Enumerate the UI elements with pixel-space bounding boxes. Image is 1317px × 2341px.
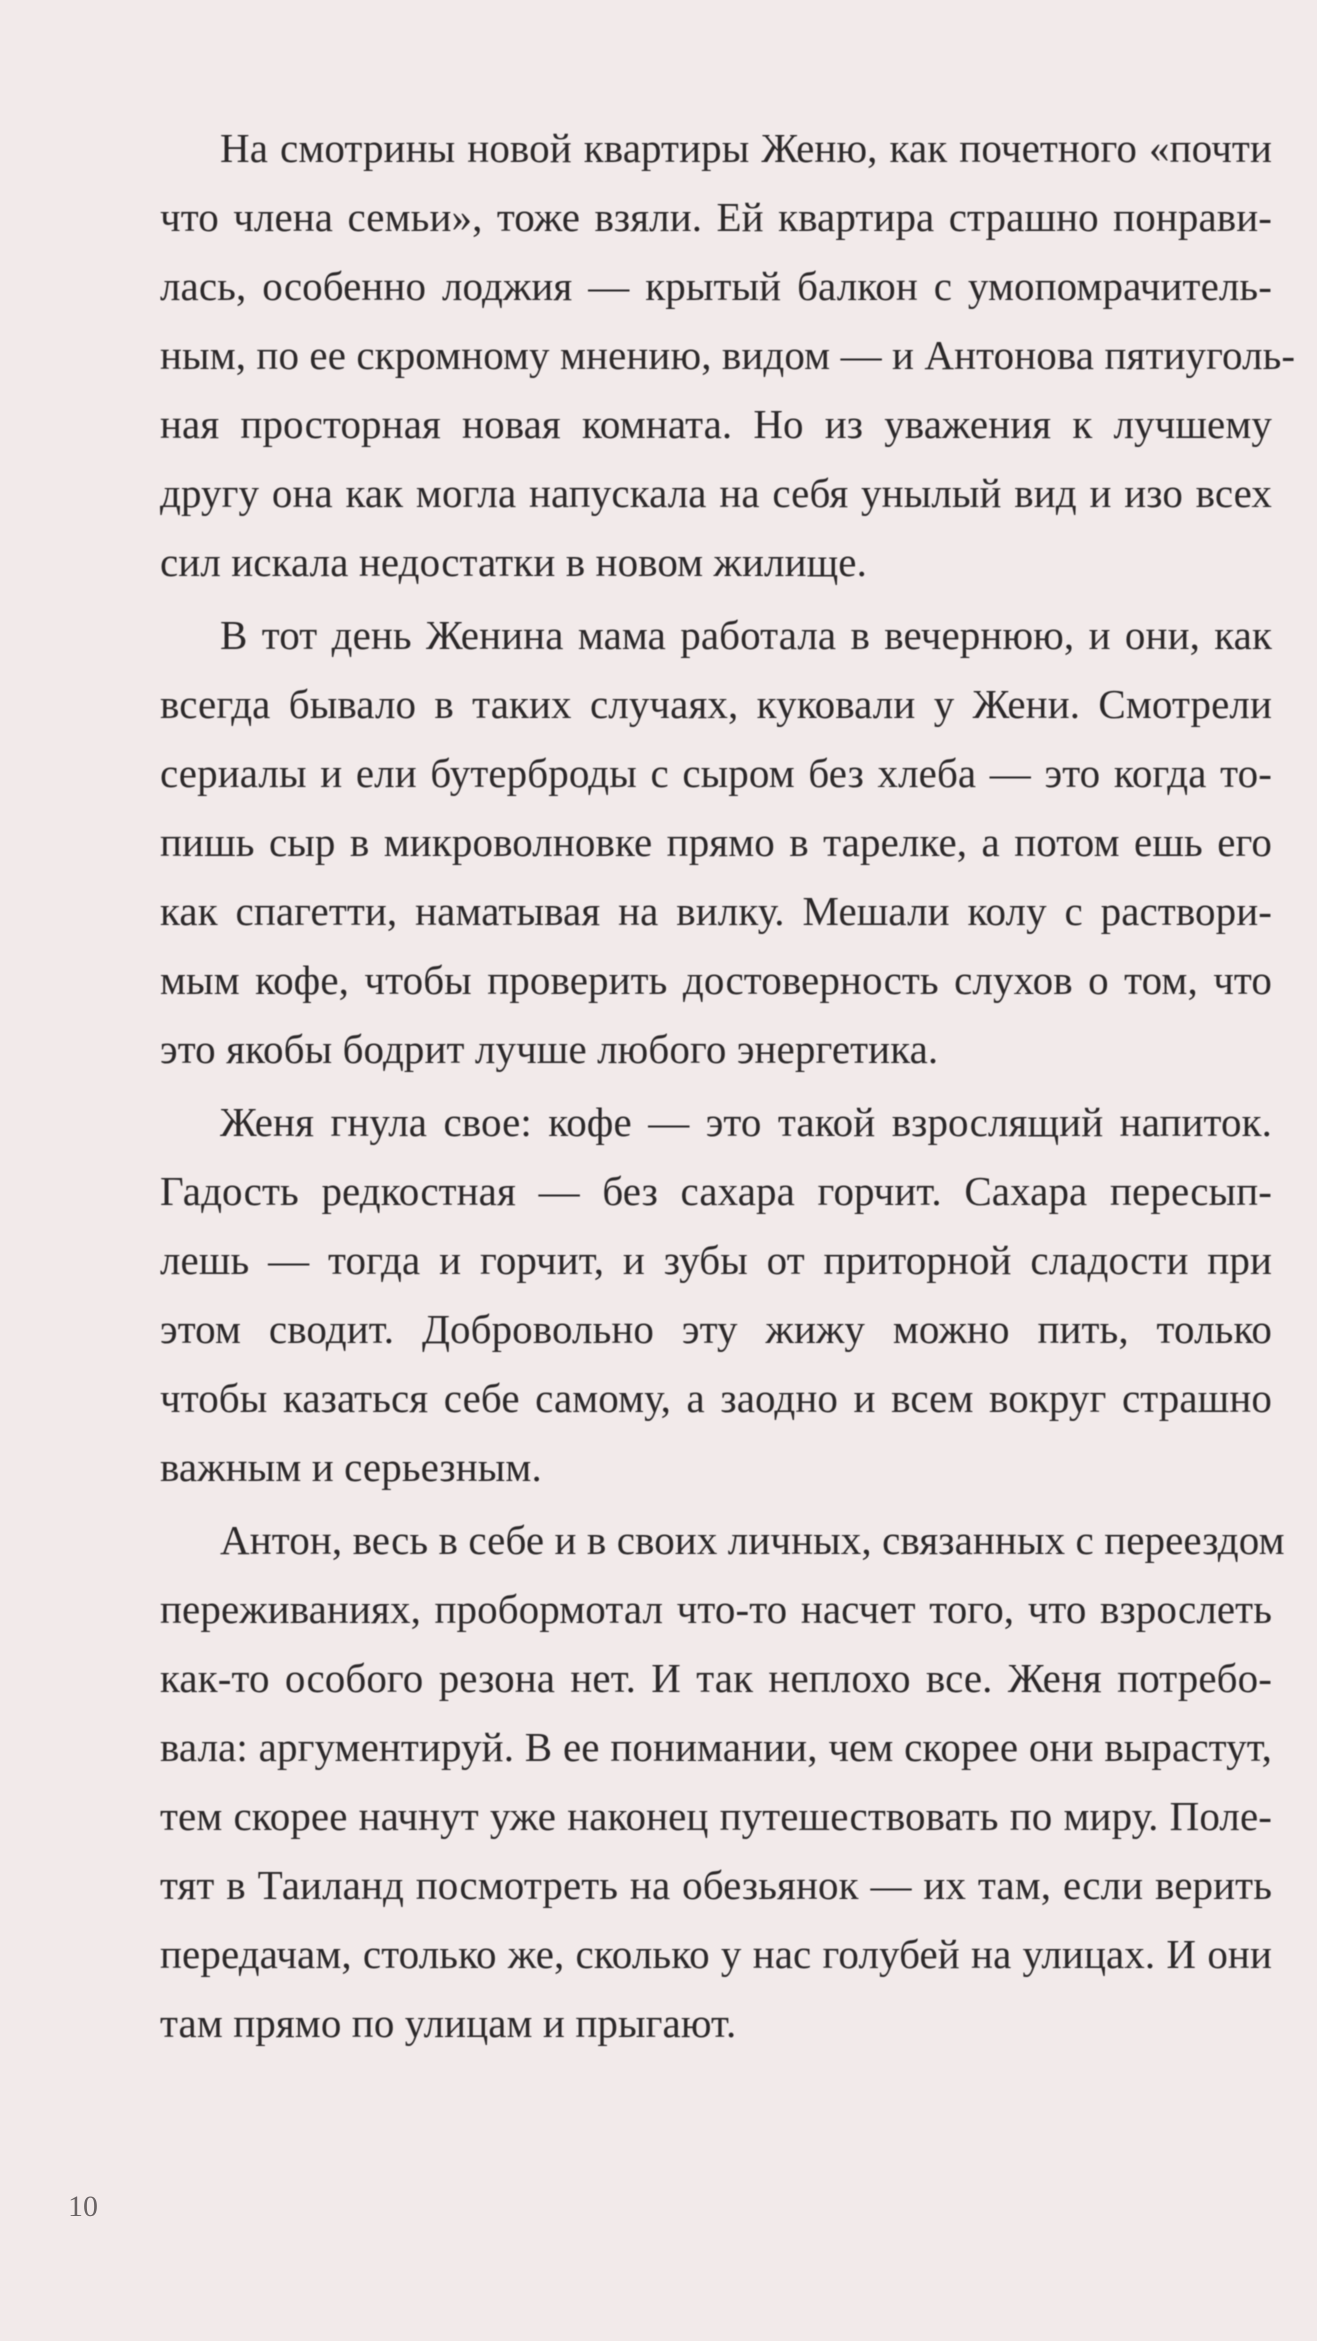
- text-line: там прямо по улицам и прыгают.: [160, 2000, 737, 2046]
- text-line: важным и серьезным.: [160, 1444, 542, 1490]
- text-line: как спагетти, наматывая на вилку. Мешали колу с раствори-: [160, 888, 1272, 934]
- text-line: Гадость редкостная — без сахара горчит. Сахара пересып-: [160, 1168, 1272, 1214]
- text-line: На смотрины новой квартиры Женю, как почетного «почти: [220, 125, 1272, 171]
- text-line: тем скорее начнут уже наконец путешествовать по миру. Поле-: [160, 1793, 1272, 1839]
- text-line: пишь сыр в микроволновке прямо в тарелке, а потом ешь его: [160, 819, 1272, 865]
- text-line: переживаниях, пробормотал что-то насчет того, что взрослеть: [160, 1586, 1272, 1632]
- text-line: мым кофе, чтобы проверить достоверность слухов о том, что: [160, 957, 1272, 1003]
- paragraph: [160, 1088, 1272, 1502]
- paragraph: [160, 114, 1296, 597]
- text-line: вала: аргументируй. В ее понимании, чем скорее они вырастут,: [160, 1724, 1272, 1770]
- book-page-text: [160, 114, 1296, 2058]
- text-line: этом сводит. Добровольно эту жижу можно пить, только: [160, 1306, 1272, 1352]
- text-line: сериалы и ели бутерброды с сыром без хлеба — это когда то-: [160, 750, 1272, 796]
- text-line: ная просторная новая комната. Но из уважения к лучшему: [160, 401, 1272, 447]
- text-line: лась, особенно лоджия — крытый балкон с умопомрачитель-: [160, 263, 1272, 309]
- text-line: В тот день Женина мама работала в вечернюю, и они, как: [220, 612, 1272, 658]
- text-line: Женя гнула свое: кофе — это такой взрослящий напиток.: [220, 1099, 1272, 1145]
- text-line: сил искала недостатки в новом жилище.: [160, 539, 867, 585]
- text-line: ным, по ее скромному мнению, видом — и Антонова пятиуголь-: [160, 332, 1296, 378]
- text-line: лешь — тогда и горчит, и зубы от приторной сладости при: [160, 1237, 1272, 1283]
- text-line: как-то особого резона нет. И так неплохо все. Женя потребо-: [160, 1655, 1272, 1701]
- text-line: это якобы бодрит лучше любого энергетика.: [160, 1026, 939, 1072]
- text-line: Антон, весь в себе и в своих личных, связанных с переездом: [220, 1517, 1285, 1563]
- page-number: 10: [68, 2190, 98, 2223]
- paragraph: [160, 601, 1272, 1084]
- text-line: что члена семьи», тоже взяли. Ей квартира страшно понрави-: [160, 194, 1272, 240]
- paragraph: [160, 1506, 1285, 2058]
- text-line: передачам, столько же, сколько у нас голубей на улицах. И они: [160, 1931, 1272, 1977]
- text-line: чтобы казаться себе самому, а заодно и всем вокруг страшно: [160, 1375, 1272, 1421]
- text-line: всегда бывало в таких случаях, куковали у Жени. Смотрели: [160, 681, 1272, 727]
- text-line: другу она как могла напускала на себя унылый вид и изо всех: [160, 470, 1272, 516]
- text-line: тят в Таиланд посмотреть на обезьянок — их там, если верить: [160, 1862, 1272, 1908]
